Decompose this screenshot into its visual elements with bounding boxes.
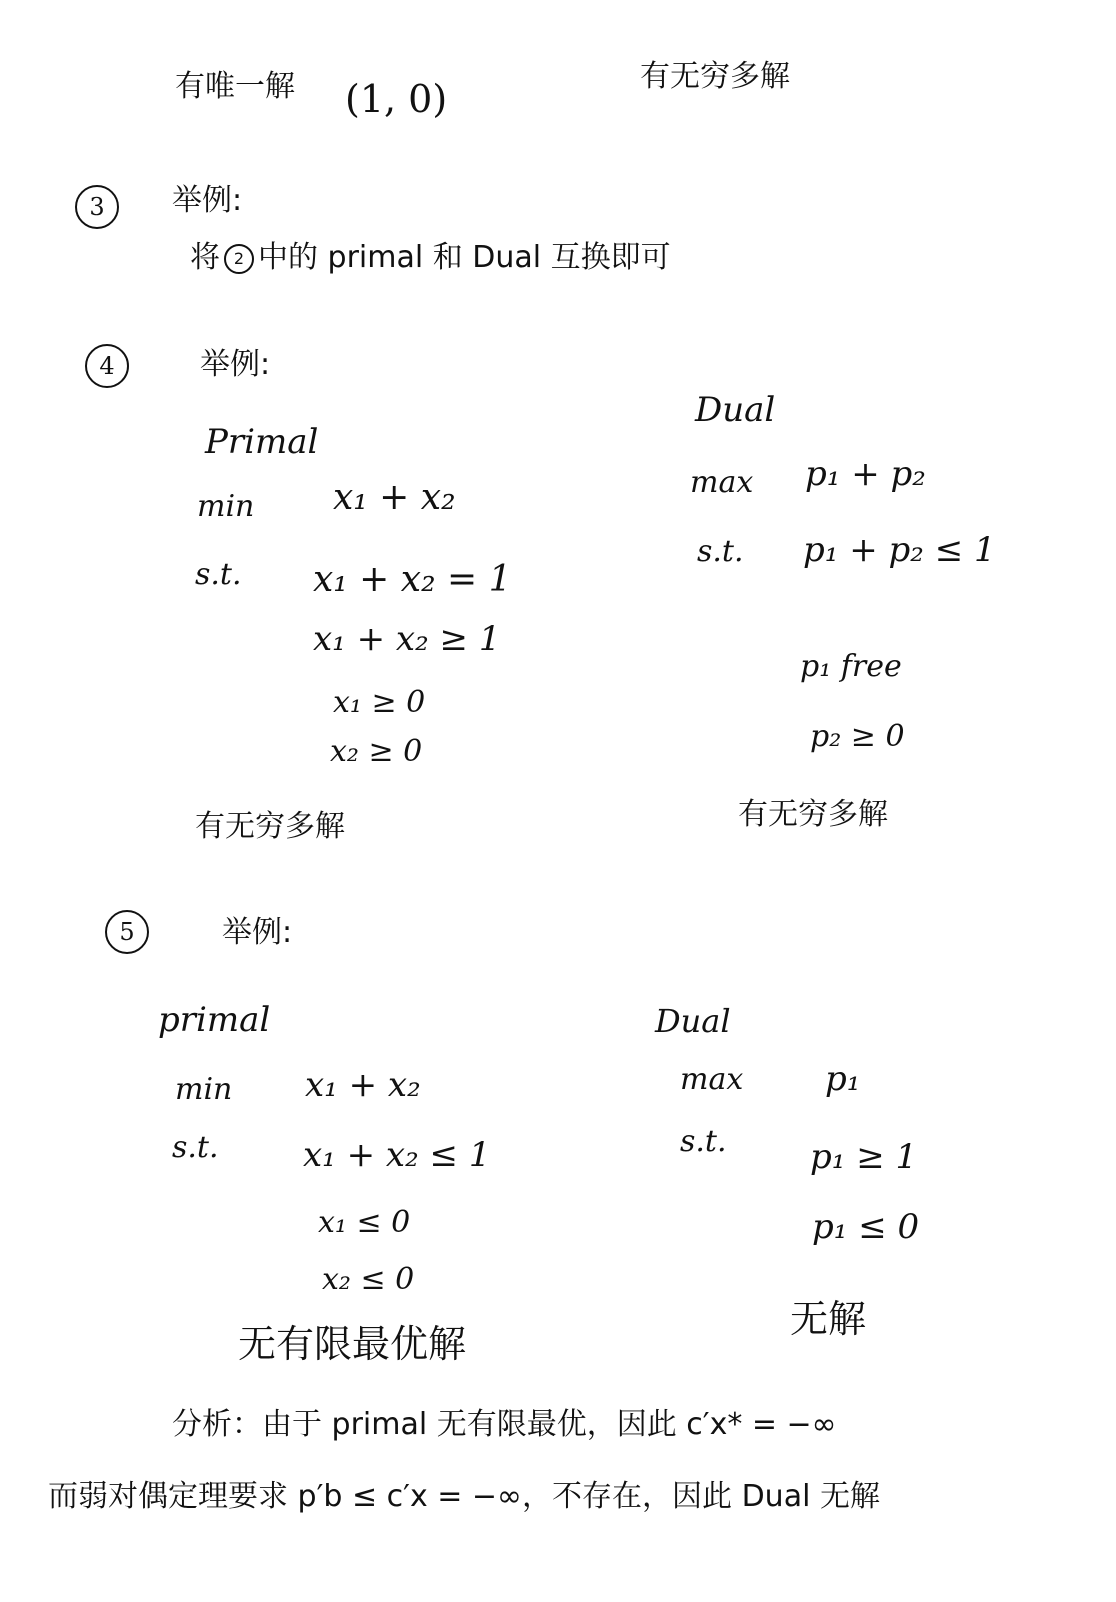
section-5-heading: 举例: xyxy=(222,915,293,950)
s5-primal-min: min xyxy=(175,1072,233,1107)
s4-primal-title: Primal xyxy=(205,422,319,462)
s4-primal-constraint-1: x₁ + x₂ = 1 xyxy=(313,559,512,600)
section-3-line-pre: 将 xyxy=(190,240,220,275)
s4-primal-min: min xyxy=(197,489,255,524)
section-2-reference: 2 xyxy=(224,244,254,274)
s5-dual-title: Dual xyxy=(655,1002,731,1040)
s5-primal-st: s.t. xyxy=(172,1130,219,1165)
s4-primal-constraint-2: x₁ + x₂ ≥ 1 xyxy=(313,619,501,659)
s4-primal-constraint-3: x₁ ≥ 0 xyxy=(333,685,426,720)
s5-primal-objective: x₁ + x₂ xyxy=(305,1065,421,1105)
section-3-line xyxy=(190,240,671,275)
s5-dual-objective: p₁ xyxy=(825,1059,861,1099)
s4-dual-constraint-3: p₂ ≥ 0 xyxy=(810,719,905,754)
s4-primal-constraint-4: x₂ ≥ 0 xyxy=(330,734,423,769)
analysis-line-2: 而弱对偶定理要求 p′b ≤ c′x = −∞，不存在，因此 Dual 无解 xyxy=(48,1479,880,1514)
s5-primal-constraint-1: x₁ + x₂ ≤ 1 xyxy=(303,1135,491,1175)
section-4-number: 4 xyxy=(85,344,129,388)
section-3-heading: 举例: xyxy=(172,183,243,218)
unique-solution-point: (1, 0) xyxy=(345,77,448,121)
s5-dual-constraint-1: p₁ ≥ 1 xyxy=(810,1137,918,1177)
s4-primal-st: s.t. xyxy=(195,557,242,592)
section-3-number: 3 xyxy=(75,185,119,229)
s5-primal-result: 无有限最优解 xyxy=(238,1322,467,1366)
s4-dual-objective: p₁ + p₂ xyxy=(805,454,926,494)
analysis-line-1: 分析：由于 primal 无有限最优，因此 c′x* = −∞ xyxy=(172,1407,837,1442)
s4-dual-constraint-2: p₁ free xyxy=(800,649,902,684)
s5-primal-title: primal xyxy=(158,1000,271,1040)
s5-dual-result: 无解 xyxy=(790,1297,867,1341)
section-3-line-post: 中的 primal 和 Dual 互换即可 xyxy=(258,240,671,275)
infinite-solutions-text: 有无穷多解 xyxy=(640,59,790,94)
s5-dual-max: max xyxy=(680,1062,744,1097)
unique-solution-text: 有唯一解 xyxy=(175,69,295,104)
s5-dual-constraint-2: p₁ ≤ 0 xyxy=(812,1207,920,1247)
section-5-number: 5 xyxy=(105,910,149,954)
s5-primal-constraint-3: x₂ ≤ 0 xyxy=(322,1262,415,1297)
s4-dual-title: Dual xyxy=(695,390,776,430)
s5-dual-st: s.t. xyxy=(680,1124,727,1159)
s4-dual-st: s.t. xyxy=(697,534,744,569)
s4-dual-max: max xyxy=(690,465,754,500)
s5-primal-constraint-2: x₁ ≤ 0 xyxy=(318,1205,411,1240)
s4-dual-constraint-1: p₁ + p₂ ≤ 1 xyxy=(803,530,996,570)
section-4-heading: 举例: xyxy=(200,347,271,382)
s4-primal-result: 有无穷多解 xyxy=(195,809,345,844)
s4-primal-objective: x₁ + x₂ xyxy=(333,477,456,518)
s4-dual-result: 有无穷多解 xyxy=(738,797,888,832)
